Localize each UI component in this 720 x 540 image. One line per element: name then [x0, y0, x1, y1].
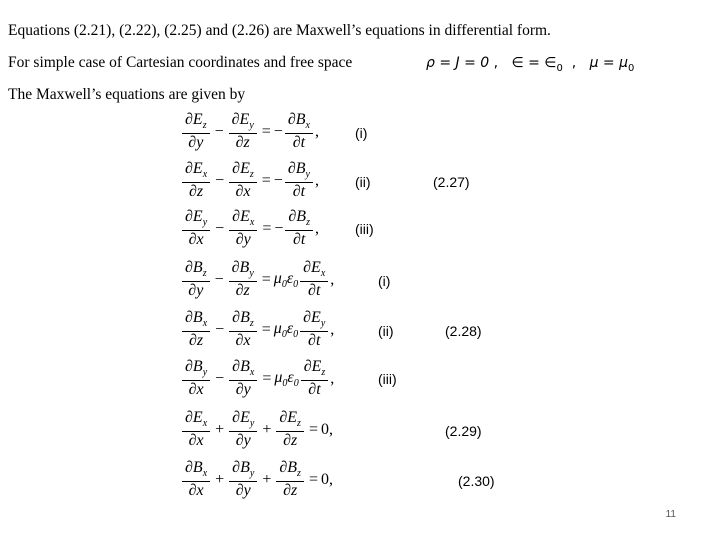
- equation-tag-2-29: (2.29): [445, 423, 482, 439]
- given-text: The Maxwell’s equations are given by: [8, 86, 246, 103]
- equation-2-27-i: $\frac{\partial E_z}{\partial y}$ − $\frac{\partial E_y}{\partial z}$ = − $\frac{\partial B_x}{\partial t}$ ,: [180, 108, 319, 156]
- page-number: 11: [665, 509, 676, 520]
- equation-2-27-iii: $\frac{\partial E_y}{\partial x}$ − $\frac{\partial E_x}{\partial y}$ = − $\frac{\partial B_z}{\partial t}$ ,: [180, 205, 319, 253]
- equation-2-28-iii: $\frac{\partial B_y}{\partial x}$ − $\frac{\partial B_x}{\partial y}$ = $\mu_0\varepsilon_0$ $\frac{\partial E_z}{\partial t}$ ,: [180, 355, 334, 403]
- label-i: (i): [355, 125, 368, 141]
- free-space-conditions: ρ = J = 0 , ∈ = $\in_0$ , $\mu = \mu_0$: [426, 55, 635, 74]
- equation-tag-2-30: (2.30): [458, 473, 495, 489]
- label-ii: (ii): [355, 174, 371, 190]
- epsilon-condition: ∈ = ∈: [511, 55, 557, 71]
- separator: ,: [571, 55, 577, 71]
- label-iii: (iii): [355, 221, 374, 237]
- label-ii: (ii): [378, 323, 394, 339]
- equation-2-28-i: $\frac{\partial B_z}{\partial y}$ − $\frac{\partial B_y}{\partial z}$ = $\mu_0\varepsilon_0$ $\frac{\partial E_x}{\partial t}$ ,: [180, 256, 334, 304]
- label-iii: (iii): [378, 371, 397, 387]
- equation-2-28-ii: $\frac{\partial B_x}{\partial z}$ − $\frac{\partial B_z}{\partial x}$ = $\mu_0\varepsilon_0$ $\frac{\partial E_y}{\partial t}$ ,: [180, 306, 334, 354]
- equation-2-29: $\frac{\partial E_x}{\partial x}$ + $\frac{\partial E_y}{\partial y}$ + $\frac{\partial E_z}{\partial z}$ = 0,: [180, 406, 333, 454]
- conditions-text: For simple case of Cartesian coordinates and free space: [8, 54, 353, 71]
- equation-tag-2-28: (2.28): [445, 323, 482, 339]
- mu-condition: μ = μ: [589, 55, 629, 71]
- intro-text: Equations (2.21), (2.22), (2.25) and (2.26) are Maxwell’s equations in differential form.: [8, 22, 551, 39]
- separator: ,: [493, 55, 499, 71]
- label-i: (i): [378, 273, 391, 289]
- rho-j-condition: ρ = J = 0: [426, 55, 490, 71]
- equation-tag-2-27: (2.27): [433, 174, 470, 190]
- equation-2-30: $\frac{\partial B_x}{\partial x}$ + $\frac{\partial B_y}{\partial y}$ + $\frac{\partial B_z}{\partial z}$ = 0,: [180, 456, 333, 504]
- equation-2-27-ii: $\frac{\partial E_x}{\partial z}$ − $\frac{\partial E_z}{\partial x}$ = − $\frac{\partial B_y}{\partial t}$ ,: [180, 157, 319, 205]
